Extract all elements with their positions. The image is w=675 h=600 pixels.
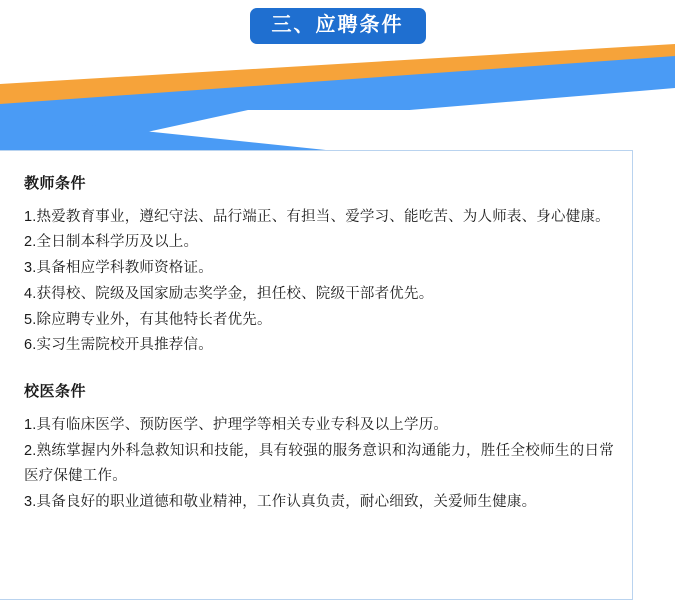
page-title-banner bbox=[0, 8, 675, 44]
decorative-band bbox=[0, 44, 675, 164]
condition-item: 6.实习生需院校开具推荐信。 bbox=[24, 337, 213, 354]
page-title: 三、应聘条件 bbox=[250, 8, 426, 44]
condition-item: 1.具有临床医学、预防医学、护理学等相关专业专科及以上学历。 bbox=[24, 416, 449, 433]
section-heading-teacher: 教师条件 bbox=[24, 175, 87, 192]
condition-item: 4.获得校、院级及国家励志奖学金，担任校、院级干部者优先。 bbox=[24, 285, 434, 302]
section-heading-school-doctor: 校医条件 bbox=[24, 383, 87, 401]
condition-item: 3.具备相应学科教师资格证。 bbox=[24, 260, 213, 277]
condition-item: 3.具备良好的职业道德和敬业精神，工作认真负责，耐心细致，关爱师生健康。 bbox=[24, 494, 537, 511]
condition-item: 1.热爱教育事业，遵纪守法、品行端正、有担当、爱学习、能吃苦、为人师表、身心健康。 bbox=[24, 208, 610, 225]
band-shapes bbox=[0, 44, 675, 164]
conditions-card bbox=[0, 150, 633, 600]
condition-item: 2.全日制本科学历及以上。 bbox=[24, 234, 199, 251]
condition-item: 5.除应聘专业外，有其他特长者优先。 bbox=[24, 311, 272, 328]
condition-item: 2.熟练掌握内外科急救知识和技能，具有较强的服务意识和沟通能力，胜任全校师生的日常医疗保健工作。 bbox=[24, 442, 614, 485]
